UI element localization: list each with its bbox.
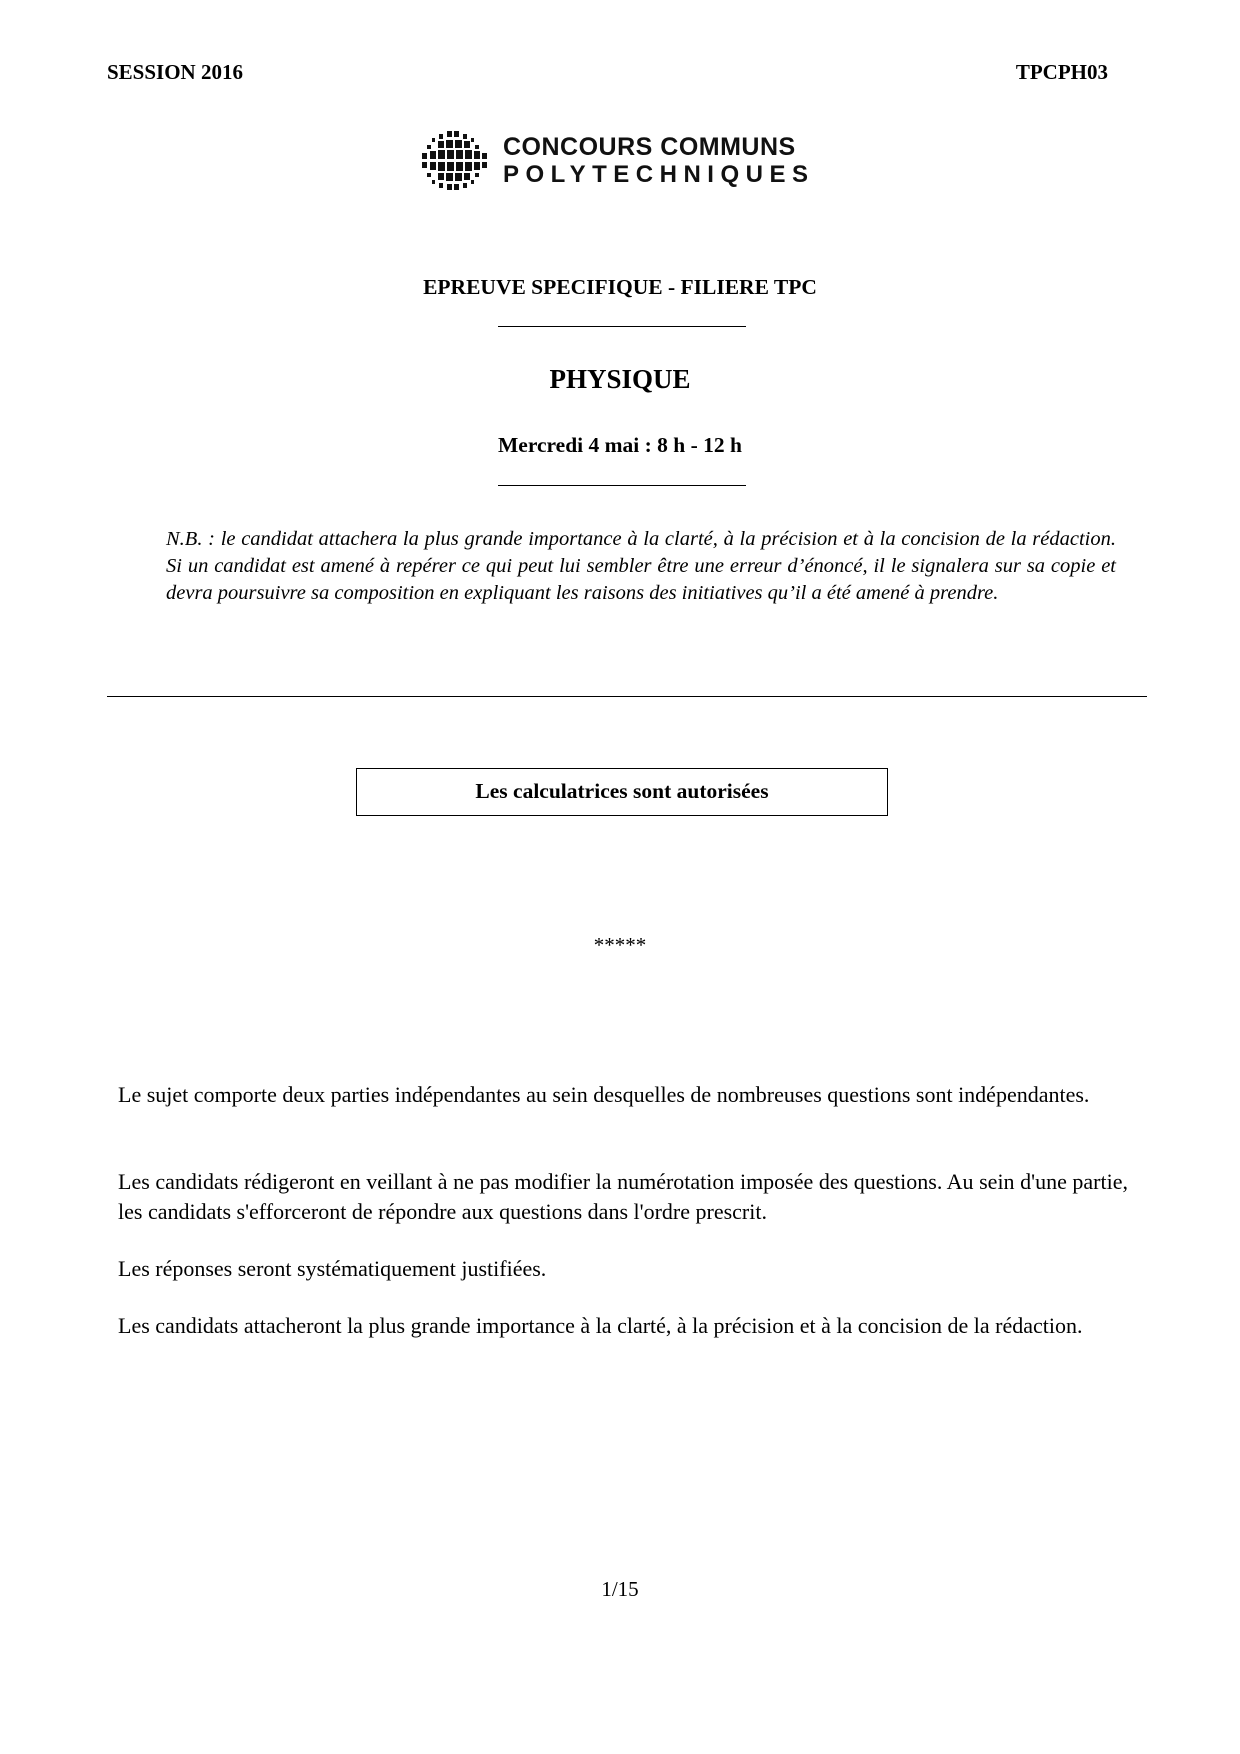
logo: [419, 129, 819, 195]
logo-line-2: POLYTECHNIQUES: [503, 161, 815, 188]
session-label: SESSION 2016: [107, 60, 243, 84]
separator-stars: *****: [593, 933, 647, 957]
calculator-notice: Les calculatrices sont autorisées: [356, 768, 888, 816]
instruction-paragraph: Le sujet comporte deux parties indépendantes au sein desquelles de nombreuses questions sont indépendantes.: [118, 1082, 1090, 1107]
exam-code: TPCPH03: [1015, 60, 1108, 84]
title-divider-2: [498, 485, 746, 486]
section-divider: [107, 696, 1147, 697]
subject-title: PHYSIQUE: [549, 364, 691, 394]
logo-line-1: CONCOURS COMMUNS: [503, 133, 796, 161]
exam-date: Mercredi 4 mai : 8 h - 12 h: [497, 433, 743, 457]
nota-bene: N.B. : le candidat attachera la plus grande importance à la clarté, à la précision et à la concision de la rédaction. Si un candidat est amené à repérer ce qui peut lui sembler être une erreur d’énoncé, il le signalera sur sa copie et devra poursuivre sa composition en expliquant les raisons des initiatives qu’il a été amené à prendre.: [166, 528, 1116, 604]
logo-wordmark: [503, 133, 815, 189]
title-divider-1: [498, 326, 746, 327]
instruction-paragraph: Les candidats attacheront la plus grande importance à la clarté, à la précision et à la concision de la rédaction.: [118, 1313, 1083, 1338]
page-number: 1/15: [601, 1577, 639, 1601]
instruction-paragraph: Les candidats rédigeront en veillant à ne pas modifier la numérotation imposée des questions. Au sein d'une partie, les candidats s'efforceront de répondre aux questions dans l'ordre prescrit.: [118, 1169, 1128, 1224]
exam-type: EPREUVE SPECIFIQUE - FILIERE TPC: [423, 275, 817, 299]
instruction-paragraph: Les réponses seront systématiquement justifiées.: [118, 1256, 547, 1281]
globe-grid-icon: [419, 129, 489, 195]
